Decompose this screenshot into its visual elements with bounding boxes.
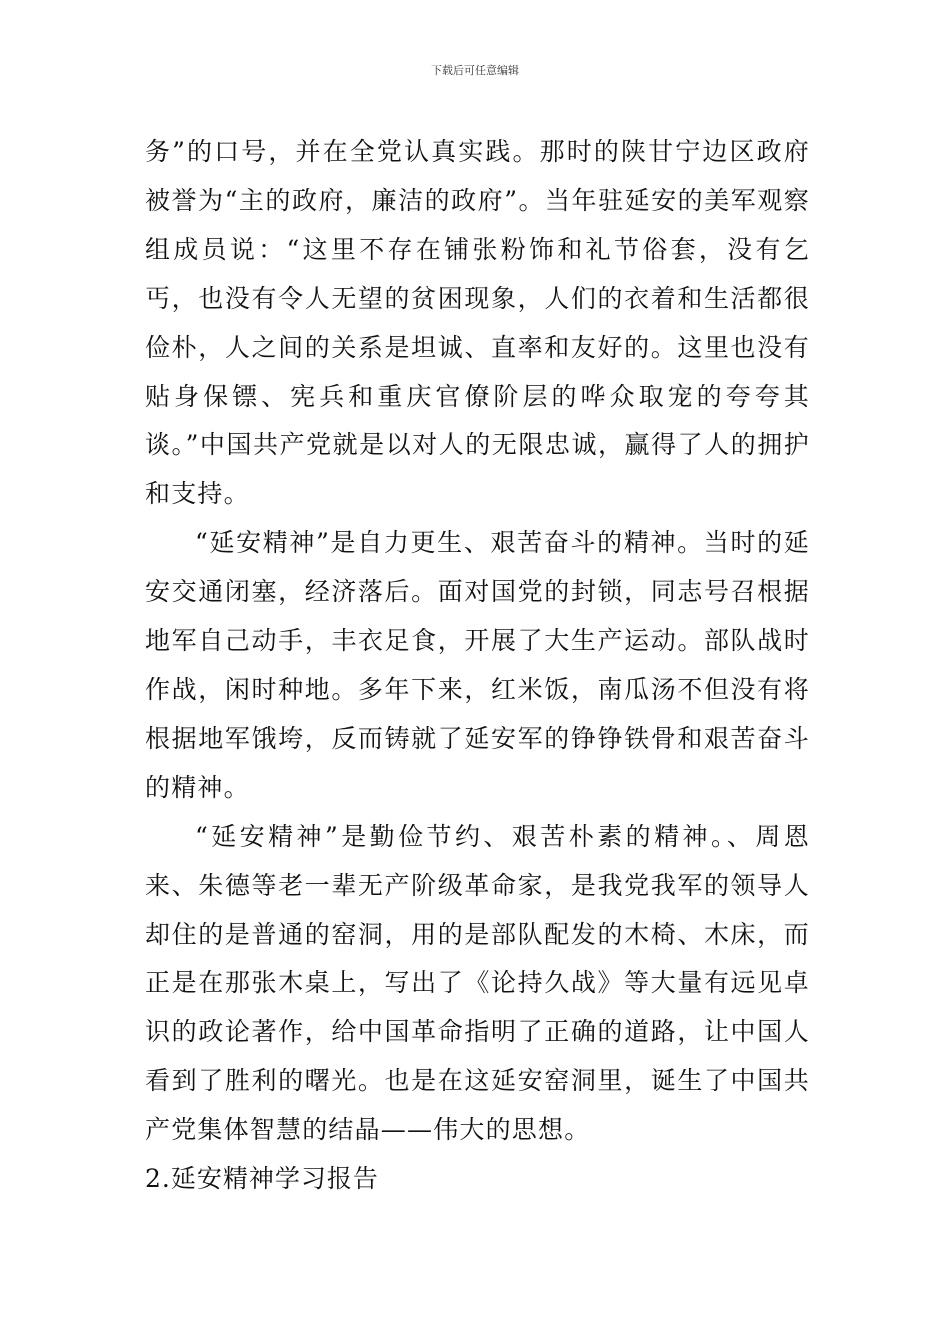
section-heading: 2.延安精神学习报告 [145,1164,379,1194]
paragraph-frugality: “延安精神”是勤俭节约、艰苦朴素的精神。、周恩来、朱德等老一辈无产阶级革命家，是我党我军的领导人却住的是普通的窑洞，用的是部队配发的木椅、木床，而正是在那张木桌上，写出了《论持久战》等大量有远见卓识的政论著作，给中国革命指明了正确的道路，让中国人看到了胜利的曙光。也是在这延安窑洞里，诞生了中国共产党集体智慧的结晶——伟大的思想。 [145,821,810,1145]
page-header: 下载后可任意编辑 [431,64,519,77]
paragraph-continuation: 务”的口号，并在全党认真实践。那时的陕甘宁边区政府被誉为“主的政府，廉洁的政府”。当年驻延安的美军观察组成员说：“这里不存在铺张粉饰和礼节俗套，没有乞丐，也没有令人无望的贫困现象，人们的衣着和生活都很俭朴，人之间的关系是坦诚、直率和友好的。这里也没有贴身保镖、宪兵和重庆官僚阶层的哗众取宠的夸夸其谈。”中国共产党就是以对人的无限忠诚，赢得了人的拥护和支持。 [145,137,810,509]
document-body [145,128,810,1204]
paragraph-self-reliance: “延安精神”是自力更生、艰苦奋斗的精神。当时的延安交通闭塞，经济落后。面对国党的封锁，同志号召根据地军自己动手，丰衣足食，开展了大生产运动。部队战时作战，闲时种地。多年下来，红米饭，南瓜汤不但没有将根据地军饿垮，反而铸就了延安军的铮铮铁骨和艰苦奋斗的精神。 [145,528,810,802]
